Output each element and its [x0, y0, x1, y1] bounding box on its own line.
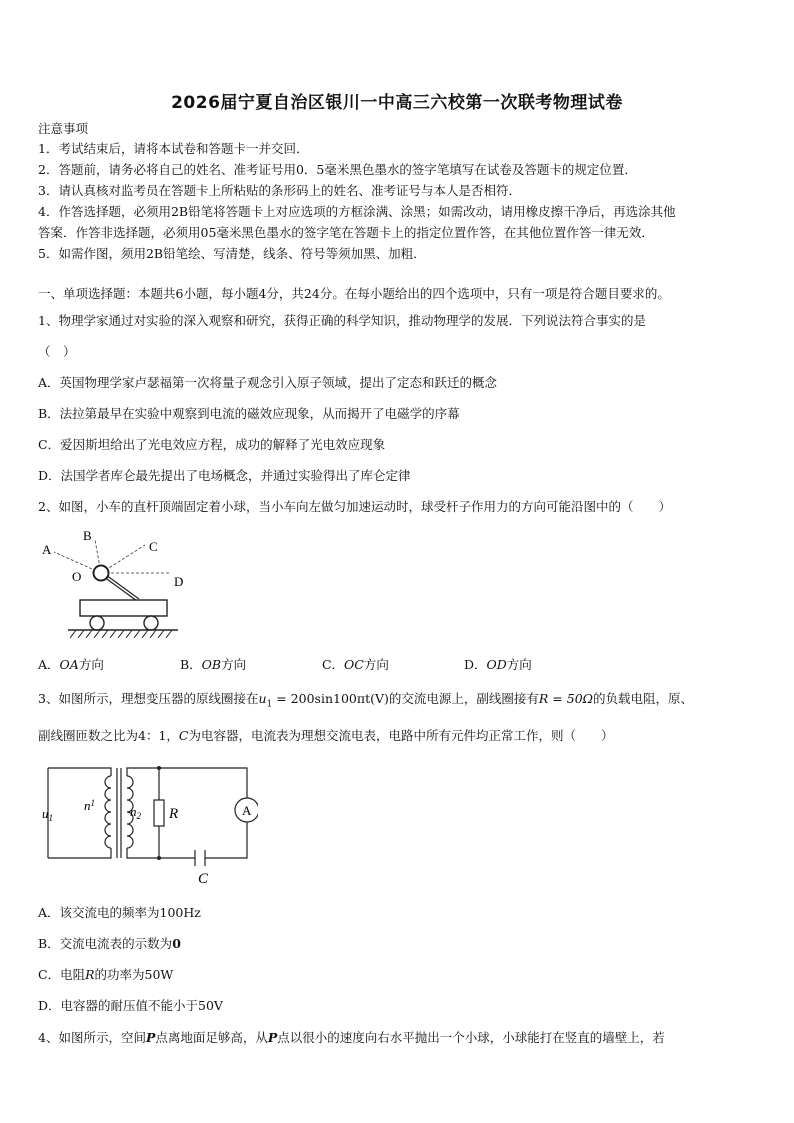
q3-option-a-text: A．该交流电的频率为 — [38, 905, 160, 920]
notice-item-4: 4．作答选择题，必须用2B铅笔将答题卡上对应选项的方框涂满、涂黑；如需改动，请用橡皮擦干净后，再选涂其他 — [38, 204, 676, 219]
q3-stem-c: C — [178, 728, 189, 743]
q3-formula-eq: = 200sin100πt(V) — [272, 691, 389, 706]
q4-stem-b: 点离地面足够高，从 — [155, 1030, 268, 1045]
notice-item-3: 3．请认真核对监考员在答题卡上所粘贴的条形码上的姓名、准考证号与本人是否相符． — [38, 183, 521, 198]
q2-label-d: D — [174, 574, 184, 589]
q1-option-c: C．爱因斯坦给出了光电效应方程，成功的解释了光电效应现象 — [38, 437, 386, 452]
q2-option-b-var: OB — [201, 657, 222, 672]
q3-option-c-text: C．电阻 — [38, 967, 86, 982]
q3-option-b — [38, 936, 181, 952]
page-title: 2026届宁夏自治区银川一中高三六校第一次联考物理试卷 — [171, 93, 623, 113]
q3-option-a-value: 100Hz — [159, 905, 201, 920]
q3-option-d — [38, 998, 223, 1014]
q2-label-b: B — [83, 528, 92, 543]
q2-stem: 2、如图，小车的直杆顶端固定着小球，当小车向左做匀加速运动时，球受杆子作用力的方向可能沿图中的（ ） — [38, 499, 671, 514]
q2-label-o: O — [72, 569, 82, 584]
q4-stem — [38, 1030, 665, 1046]
q2-option-a-suffix: 方向 — [78, 657, 104, 672]
notice-item-1: 1．考试结束后，请将本试卷和答题卡一并交回． — [38, 141, 309, 156]
q2-option-d-prefix: D． — [463, 657, 487, 672]
q1-blank: （ ） — [38, 344, 76, 359]
q3-option-b-value: 0 — [172, 936, 181, 951]
q3-stem-part1: 3、如图所示，理想变压器的原线圈接在 — [38, 691, 259, 706]
q3-label-ammeter: A — [242, 803, 252, 818]
q1-option-a: A．英国物理学家卢瑟福第一次将量子观念引入原子领域，提出了定态和跃迁的概念 — [38, 375, 498, 390]
q4-stem-c: 点以很小的速度向右水平抛出一个小球，小球能打在竖直的墙壁上，若 — [277, 1030, 665, 1045]
q3-stem-part3: 的负载电阻，原、 — [593, 691, 694, 706]
q2-label-a: A — [42, 542, 52, 557]
q3-formula-sub: 1 — [266, 699, 273, 710]
q3-formula-u: u — [258, 691, 267, 706]
q3-option-b-text: B．交流电流表的示数为 — [38, 936, 173, 951]
q3-option-d-value: 50V — [198, 998, 223, 1013]
q2-option-a-prefix: A． — [38, 657, 60, 672]
q3-label-u1: $u_1$ — [42, 806, 53, 823]
q2-option-c-var: OC — [344, 657, 364, 672]
q2-cart-figure — [38, 524, 188, 644]
q2-option-b-prefix: B． — [179, 657, 202, 672]
q2-option-a-var: OA — [59, 657, 79, 672]
notice-item-2: 2．答题前，请务必将自己的姓名、准考证号用0．5毫米黑色墨水的签字笔填写在试卷及答题卡的规定位置． — [38, 162, 637, 177]
q3-transformer-circuit — [38, 760, 258, 888]
q3-stem-line2a: 副线圈匝数之比为4：1， — [38, 728, 179, 743]
q3-option-c — [38, 967, 173, 983]
q4-point-p-1: P — [145, 1030, 156, 1045]
q2-option-b-suffix: 方向 — [221, 657, 247, 672]
q4-point-p-2: P — [267, 1030, 278, 1045]
q3-option-c-var: R — [85, 967, 95, 982]
q1-option-d: D．法国学者库仑最先提出了电场概念，并通过实验得出了库仑定律 — [38, 468, 411, 483]
q1-option-b: B．法拉第最早在实验中观察到电流的磁效应现象，从而揭开了电磁学的序幕 — [38, 406, 460, 421]
q3-label-c: C — [198, 871, 209, 887]
q3-option-c-mid: 的功率为 — [94, 967, 145, 982]
q2-option-d-suffix: 方向 — [506, 657, 532, 672]
q2-label-c: C — [149, 539, 158, 554]
q2-option-d-var: OD — [486, 657, 507, 672]
notice-item-5: 5．如需作图，须用2B铅笔绘、写清楚，线条、符号等须加黑、加粗． — [38, 246, 426, 261]
notice-heading: 注意事项 — [38, 121, 89, 136]
q3-label-n1: $n^1$ — [84, 798, 95, 813]
q1-stem: 1、物理学家通过对实验的深入观察和研究，获得正确的科学知识，推动物理学的发展．下列说法符合事实的是 — [38, 313, 646, 328]
q3-stem-line2 — [38, 728, 614, 744]
q3-label-n2: $n_2$ — [130, 804, 141, 821]
q3-option-c-value: 50W — [144, 967, 174, 982]
q3-stem-line1 — [38, 691, 693, 713]
q2-options — [38, 655, 602, 673]
section-heading: 一、单项选择题：本题共6小题，每小题4分，共24分。在每小题给出的四个选项中，只有一项是符合题目要求的。 — [38, 286, 670, 301]
q3-stem-part2: 的交流电源上，副线圈接有 — [388, 691, 539, 706]
q2-option-c-suffix: 方向 — [363, 657, 389, 672]
q2-option-c-prefix: C． — [321, 657, 345, 672]
q3-option-a — [38, 905, 201, 921]
q3-label-r: R — [169, 806, 179, 822]
q3-stem-line2b: 为电容器，电流表为理想交流电表，电路中所有元件均正常工作，则（ ） — [188, 728, 614, 743]
q3-option-d-text: D．电容器的耐压值不能小于 — [38, 998, 199, 1013]
q4-stem-a: 4、如图所示，空间 — [38, 1030, 146, 1045]
q3-formula-r: R = 50Ω — [538, 691, 594, 706]
notice-item-4-cont: 答案．作答非选择题，必须用05毫米黑色墨水的签字笔在答题卡上的指定位置作答，在其他位置作答一律无效． — [38, 225, 654, 240]
